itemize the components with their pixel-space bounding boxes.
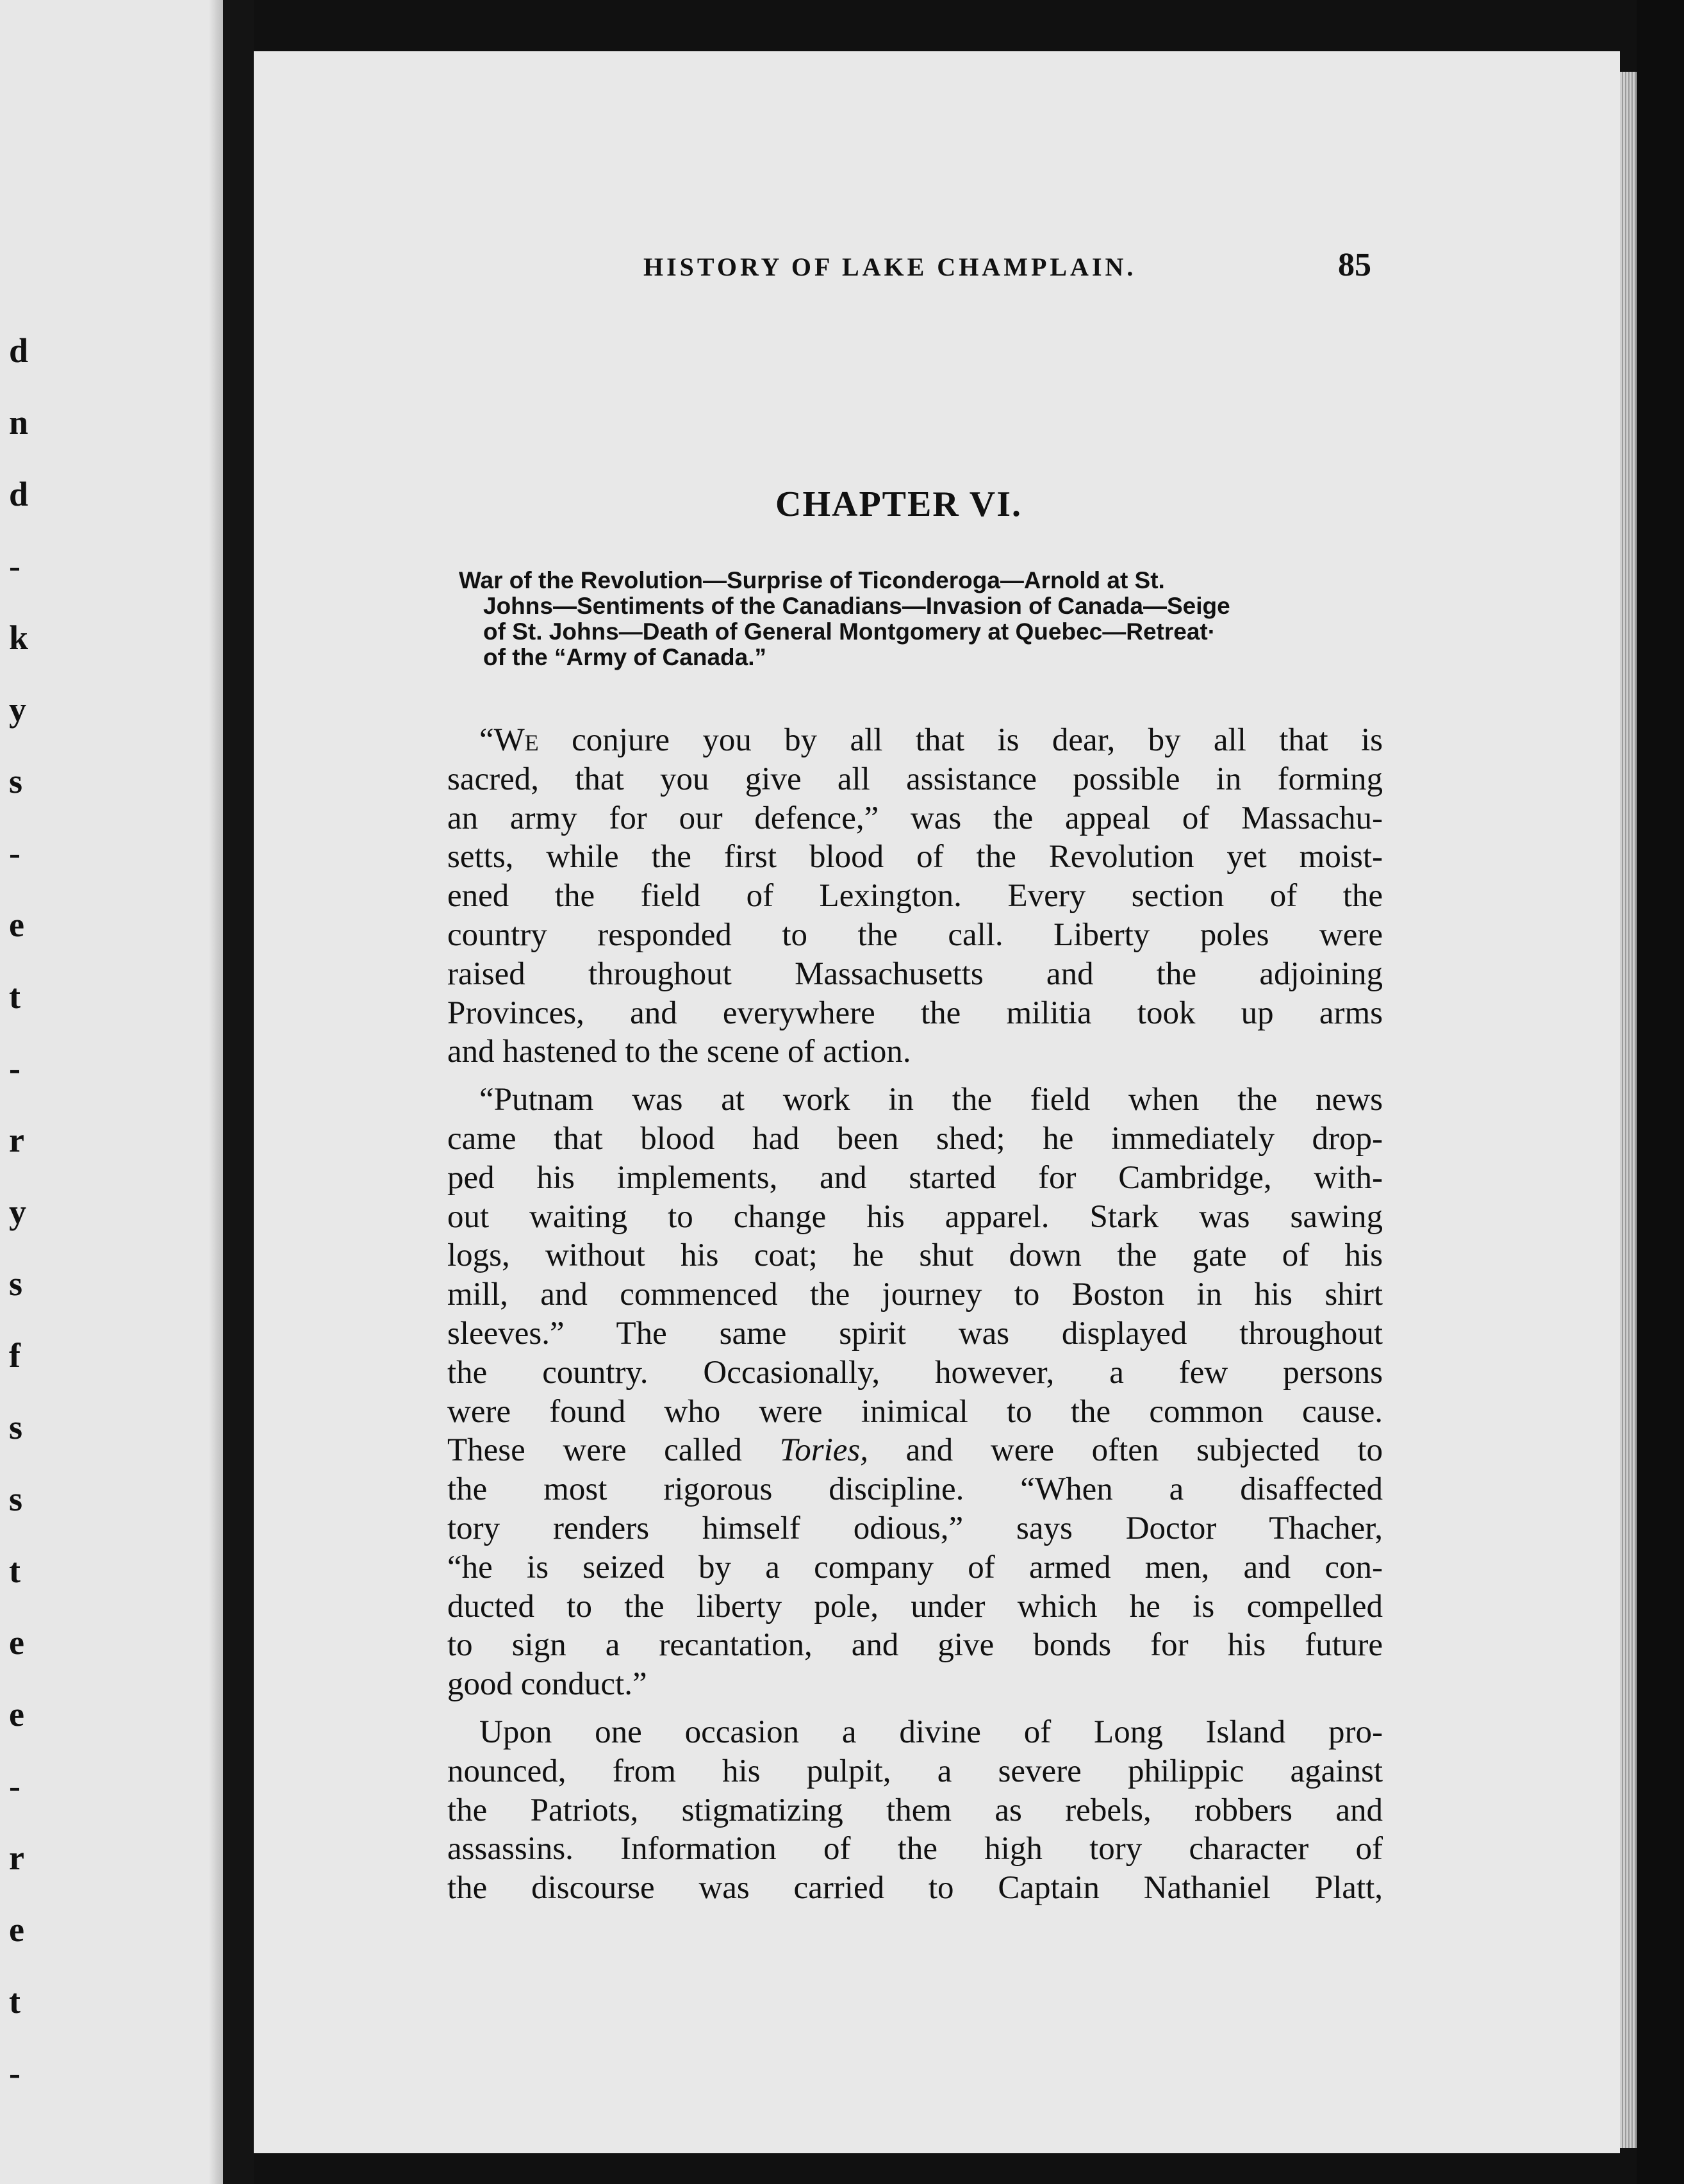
facing-page-glyph: t xyxy=(9,1551,21,1590)
text-line: good conduct.” xyxy=(447,1666,647,1703)
synopsis-line: Johns—Sentiments of the Canadians—Invasion of Canada—Seige xyxy=(483,593,1230,619)
facing-page-glyph: r xyxy=(9,1121,24,1159)
book-gutter xyxy=(223,0,254,2184)
text-line: setts, while the first blood of the Revolution yet moist- xyxy=(447,839,1383,875)
page-fold-shadow xyxy=(209,0,223,2184)
facing-page-glyph: e xyxy=(9,906,24,944)
text-line: logs, without his coat; he shut down the gate of his xyxy=(447,1237,1383,1274)
facing-page-glyph: t xyxy=(9,1982,21,2021)
synopsis-line: War of the Revolution—Surprise of Ticonderoga—Arnold at St. xyxy=(459,567,1165,593)
text-run: These were called xyxy=(447,1432,780,1469)
running-header: HISTORY OF LAKE CHAMPLAIN. xyxy=(643,252,1137,281)
facing-page-glyph: - xyxy=(9,2054,21,2092)
text-line: sacred, that you give all assistance possible in forming xyxy=(447,761,1383,797)
facing-page-glyph: d xyxy=(9,331,29,370)
facing-page-glyph: r xyxy=(9,1839,24,1877)
text-line: were found who were inimical to the common cause. xyxy=(447,1393,1383,1430)
text-line: “he is seized by a company of armed men, and con- xyxy=(447,1549,1383,1585)
facing-page-glyph: - xyxy=(9,834,21,872)
facing-page-glyph: f xyxy=(9,1336,21,1375)
paragraph-3 xyxy=(447,1713,1383,1908)
text-line: “Putnam was at work in the field when the news xyxy=(479,1082,1383,1118)
text-line: nounced, from his pulpit, a severe philippic against xyxy=(447,1753,1383,1789)
text-line: Upon one occasion a divine of Long Island pro- xyxy=(479,1714,1383,1750)
text-line: the most rigorous discipline. “When a disaffected xyxy=(447,1471,1383,1508)
text-line: the discourse was carried to Captain Nathaniel Platt, xyxy=(447,1870,1383,1907)
text-line: mill, and commenced the journey to Boston in his shirt xyxy=(447,1277,1383,1313)
page-stack-edge xyxy=(1620,72,1637,2148)
text-line: came that blood had been shed; he immediately drop- xyxy=(447,1120,1383,1157)
facing-page-glyph: e xyxy=(9,1910,24,1949)
text-line: ened the field of Lexington. Every section of the xyxy=(447,878,1383,914)
text-line: ped his implements, and started for Cambridge, with- xyxy=(447,1159,1383,1196)
facing-page-glyph: s xyxy=(9,1408,23,1446)
paragraph-2 xyxy=(447,1080,1383,1704)
text-line: to sign a recantation, and give bonds for his future xyxy=(447,1627,1383,1664)
facing-page-glyph: k xyxy=(9,618,29,657)
synopsis-line: of St. Johns—Death of General Montgomery at Quebec—Retreat· xyxy=(483,618,1216,645)
text-line: and hastened to the scene of action. xyxy=(447,1034,911,1070)
page-number: 85 xyxy=(1338,247,1371,283)
text-line: the Patriots, stigmatizing them as rebels, robbers and xyxy=(447,1792,1383,1828)
text-line: raised throughout Massachusetts and the adjoining xyxy=(447,956,1383,992)
facing-page-edge xyxy=(0,0,223,2184)
body-text xyxy=(447,721,1383,1917)
text-line: country responded to the call. Liberty poles were xyxy=(447,916,1383,953)
chapter-synopsis xyxy=(459,568,1405,670)
text-line: the country. Occasionally, however, a few persons xyxy=(447,1354,1383,1391)
facing-page-glyph: e xyxy=(9,1623,24,1662)
facing-page-glyph: s xyxy=(9,1480,23,1518)
scan-background xyxy=(1637,0,1684,2184)
text-line xyxy=(447,721,1383,760)
facing-page-glyph: - xyxy=(9,1049,21,1088)
text-line: tory renders himself odious,” says Doctor Thacher, xyxy=(447,1510,1383,1546)
text-line: an army for our defence,” was the appeal of Massachu- xyxy=(447,800,1383,836)
text-line: out waiting to change his apparel. Stark was sawing xyxy=(447,1198,1383,1235)
facing-page-glyph: e xyxy=(9,1695,24,1733)
facing-page-glyph: y xyxy=(9,690,26,729)
text-run: and were often subjected to xyxy=(868,1432,1383,1469)
text-line xyxy=(447,1431,1383,1470)
facing-page-glyph: y xyxy=(9,1193,26,1231)
italic-word-tories: Tories, xyxy=(779,1432,868,1469)
paragraph-1 xyxy=(447,721,1383,1071)
small-caps-opening-word: We xyxy=(493,722,539,758)
facing-page-glyph: d xyxy=(9,475,29,513)
text-line: ducted to the liberty pole, under which he is compelled xyxy=(447,1588,1383,1625)
facing-page-glyph: t xyxy=(9,977,21,1016)
facing-page-glyph: - xyxy=(9,547,21,585)
synopsis-line: of the “Army of Canada.” xyxy=(483,644,766,670)
text-line: sleeves.” The same spirit was displayed throughout xyxy=(447,1315,1383,1352)
text-line: Provinces, and everywhere the militia took up arms xyxy=(447,995,1383,1031)
chapter-title: CHAPTER VI. xyxy=(775,484,1023,524)
facing-page-glyph: s xyxy=(9,762,23,800)
facing-page-glyph: n xyxy=(9,403,29,442)
text-line: assassins. Information of the high tory character of xyxy=(447,1831,1383,1867)
opening-quote: “ xyxy=(479,722,494,758)
facing-page-glyph: s xyxy=(9,1264,23,1303)
facing-page-glyph: - xyxy=(9,1767,21,1805)
line-rest: conjure you by all that is dear, by all that is xyxy=(538,722,1383,758)
